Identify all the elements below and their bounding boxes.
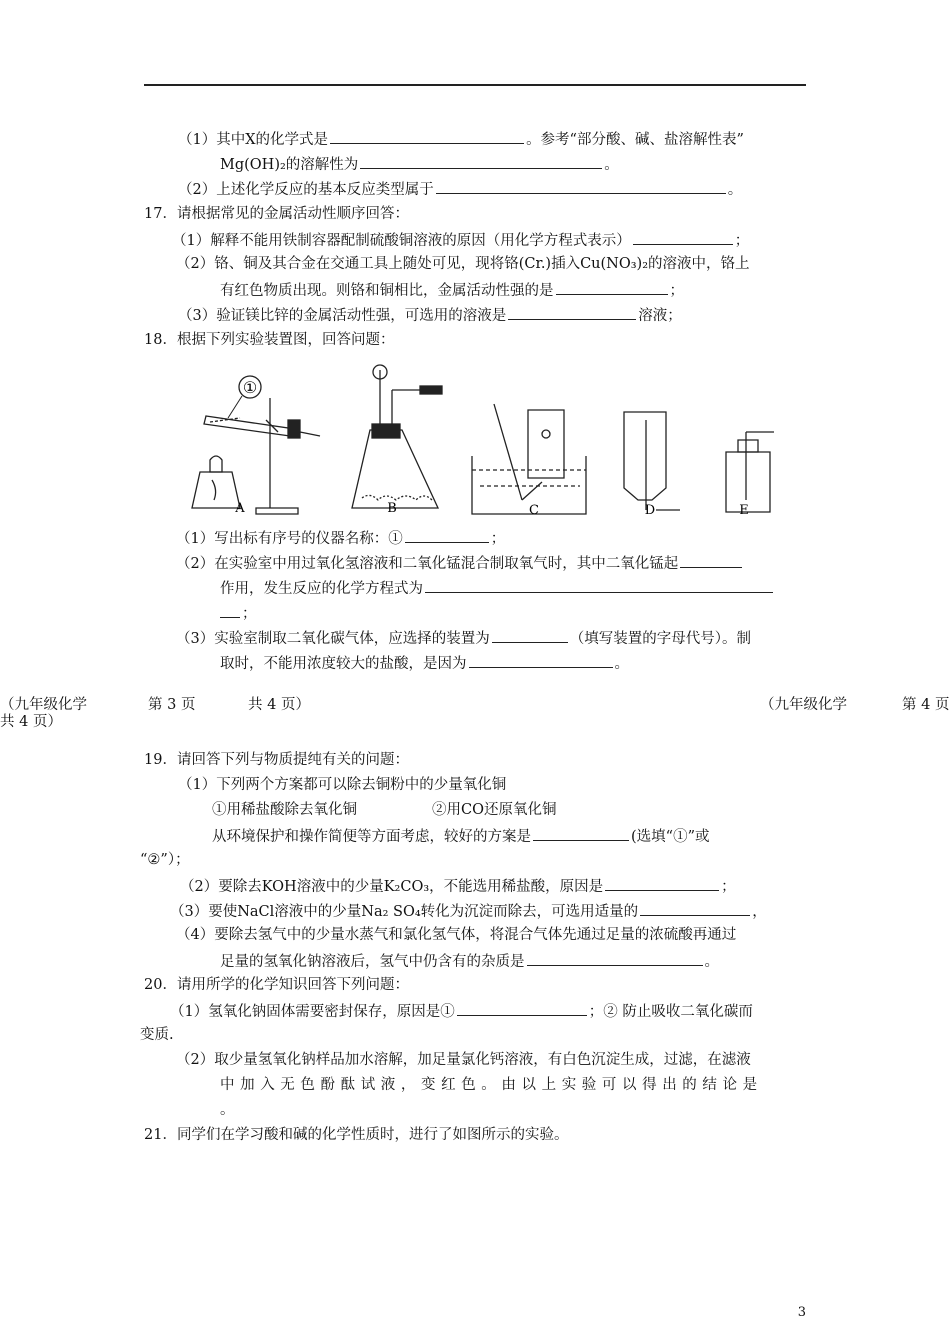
q19-p4-text-b: 足量的氢氧化钠溶液后，氢气中仍含有的杂质是: [220, 954, 525, 970]
q16-p1-text-c: Mg(OH)₂的溶解性为: [220, 157, 359, 173]
q19-p2-text: （2）要除去KOH溶液中的少量K₂CO₃，不能选用稀盐酸，原因是: [180, 879, 604, 895]
flask-b: [352, 365, 442, 508]
q17-p2-text: 有红色物质出现。则铬和铜相比，金属活动性强的是: [220, 283, 554, 299]
q17-title: 17．请根据常见的金属活动性顺序回答：: [144, 206, 409, 222]
q17-p1-text: （1）解释不能用铁制容器配制硫酸铜溶液的原因（用化学方程式表示）: [172, 233, 631, 249]
q17-line-2: （2）铬、铜及其合金在交通工具上随处可见，现将铬(Cr.)插入Cu(NO₃)₂的溶液中，铬上: [176, 256, 750, 272]
answer-blank[interactable]: [469, 652, 613, 668]
tube-stopper: [288, 420, 300, 438]
q18-title: 18．根据下列实验装置图，回答问题：: [144, 332, 395, 348]
q20-line-4: 中加入无色酚酞试液，变红色。由以上实验可以得出的结论是: [220, 1077, 763, 1093]
q18-line-3: [220, 577, 775, 599]
q18-p2-text: （2）在实验室中用过氧化氢溶液和二氧化锰混合制取氧气时，其中二氧化锰起: [176, 556, 679, 572]
answer-blank[interactable]: [640, 900, 750, 916]
q19-line-5: [170, 900, 767, 922]
q19-line-6: （4）要除去氢气中的少量水蒸气和氯化氢气体，将混合气体先通过足量的浓硫酸再通过: [176, 927, 737, 943]
punct: ，: [752, 904, 767, 920]
answer-blank[interactable]: [220, 602, 240, 618]
answer-blank[interactable]: [405, 527, 489, 543]
q20-line-1: [170, 1000, 753, 1022]
alcohol-lamp-wick: [210, 456, 222, 472]
q16-line-2: [220, 153, 619, 175]
q17-p3-text: （3）验证镁比锌的金属活动性强，可选用的溶液是: [178, 308, 507, 324]
q17-line-3: [220, 279, 684, 301]
label-e: E: [739, 503, 749, 518]
q16-p1-text-b: 。参考“部分酸、碱、盐溶解性表”: [526, 132, 744, 148]
q19-p3-text: （3）要使NaCl溶液中的少量Na₂ SO₄转化为沉淀而除去，可选用适量的: [170, 904, 639, 920]
punct: ；: [669, 283, 684, 299]
q18-line-2: [176, 552, 744, 574]
punct: 。: [604, 157, 619, 173]
punct: 。: [704, 954, 719, 970]
q18-p1-text: （1）写出标有序号的仪器名称：①: [176, 531, 403, 547]
q17-line-4: [178, 304, 682, 326]
header-rule: [144, 84, 806, 86]
q19-line-2: [212, 825, 709, 847]
q18-p3-text-b: （填写装置的字母代号）。制: [569, 631, 751, 647]
q20-p1-text-b: ；② 防止吸收二氧化碳而: [588, 1004, 753, 1020]
label-b: B: [387, 501, 397, 516]
answer-blank[interactable]: [436, 178, 726, 194]
answer-blank[interactable]: [508, 304, 636, 320]
footer-right-page: 第 4 页: [902, 697, 950, 713]
q18-line-6: [220, 652, 629, 674]
label-c: C: [529, 503, 539, 518]
q18-line-4: [220, 602, 257, 624]
footer-left-total-wrap: 共 4 页）: [0, 714, 62, 730]
test-tube: [204, 416, 290, 436]
q16-p2-text: （2）上述化学反应的基本反应类型属于: [178, 182, 434, 198]
page-number: 3: [797, 1305, 806, 1320]
delivery-tube: [300, 432, 320, 436]
q18-line-1: [176, 527, 505, 549]
answer-blank[interactable]: [492, 627, 568, 643]
q19-p1-text-d: (选填“①”或: [631, 829, 710, 845]
trough-c: [472, 404, 586, 514]
q20-line-5: 。: [220, 1102, 235, 1118]
footer-left-title: （九年级化学: [0, 697, 87, 713]
bottle-e: [726, 432, 774, 512]
q19-line-3: “②”）；: [140, 852, 190, 868]
q19-option-2: ②用CO还原氧化铜: [432, 802, 557, 818]
answer-blank[interactable]: [680, 552, 742, 568]
footer-left-page: 第 3 页: [148, 697, 196, 713]
punct: ；: [490, 531, 506, 547]
q18-p2-text-b: 作用，发生反应的化学方程式为: [220, 581, 423, 597]
answer-blank[interactable]: [633, 229, 733, 245]
q18-line-5: [176, 627, 751, 649]
answer-blank[interactable]: [425, 577, 773, 593]
apparatus-figure: [170, 360, 790, 520]
answer-blank[interactable]: [556, 279, 668, 295]
label-d: D: [644, 503, 656, 518]
answer-blank[interactable]: [360, 153, 602, 169]
q19-line-7: [220, 950, 719, 972]
punct: 。: [727, 182, 743, 198]
q19-title: 19．请回答下列与物质提纯有关的问题：: [144, 752, 409, 768]
q18-p3-text: （3）实验室制取二氧化碳气体，应选择的装置为: [176, 631, 490, 647]
q18-p3-text-c: 取时，不能用浓度较大的盐酸，是因为: [220, 656, 467, 672]
q19-line-4: [180, 875, 736, 897]
stand-base: [256, 508, 298, 514]
punct: ；: [721, 879, 736, 895]
q20-line-3: （2）取少量氢氧化钠样品加水溶解，加足量氯化钙溶液，有白色沉淀生成，过滤，在滤液: [176, 1052, 751, 1068]
q21-title: 21．同学们在学习酸和碱的化学性质时，进行了如图所示的实验。: [144, 1127, 569, 1143]
punct: 。: [614, 656, 629, 672]
q19-option-1: ①用稀盐酸除去氧化铜: [212, 802, 357, 818]
q19-p1-text-c: 从环境保护和操作简便等方面考虑，较好的方案是: [212, 829, 531, 845]
q20-p1-text: （1）氢氧化钠固体需要密封保存，原因是①: [170, 1004, 455, 1020]
bottle-d: [624, 412, 680, 510]
punct: ；: [734, 233, 750, 249]
answer-blank[interactable]: [605, 875, 719, 891]
answer-blank[interactable]: [457, 1000, 587, 1016]
answer-blank[interactable]: [527, 950, 703, 966]
q17-line-1: [172, 229, 749, 251]
q16-p1-text: （1）其中X的化学式是: [178, 132, 329, 148]
answer-blank[interactable]: [330, 128, 524, 144]
answer-blank[interactable]: [533, 825, 629, 841]
q17-p3-text-b: 溶液；: [638, 308, 682, 324]
q20-title: 20．请用所学的化学知识回答下列问题：: [144, 977, 409, 993]
footer-right-title: （九年级化学: [760, 697, 847, 713]
q19-line-1: （1）下列两个方案都可以除去铜粉中的少量氧化铜: [178, 777, 507, 793]
punct: ；: [242, 606, 257, 622]
circle-label: ①: [242, 378, 258, 397]
q16-line-1: [178, 128, 744, 150]
footer-left-total: 共 4 页）: [248, 697, 310, 713]
q16-line-3: [178, 178, 742, 200]
label-a: A: [235, 501, 245, 516]
q20-line-2: 变质.: [140, 1027, 174, 1043]
